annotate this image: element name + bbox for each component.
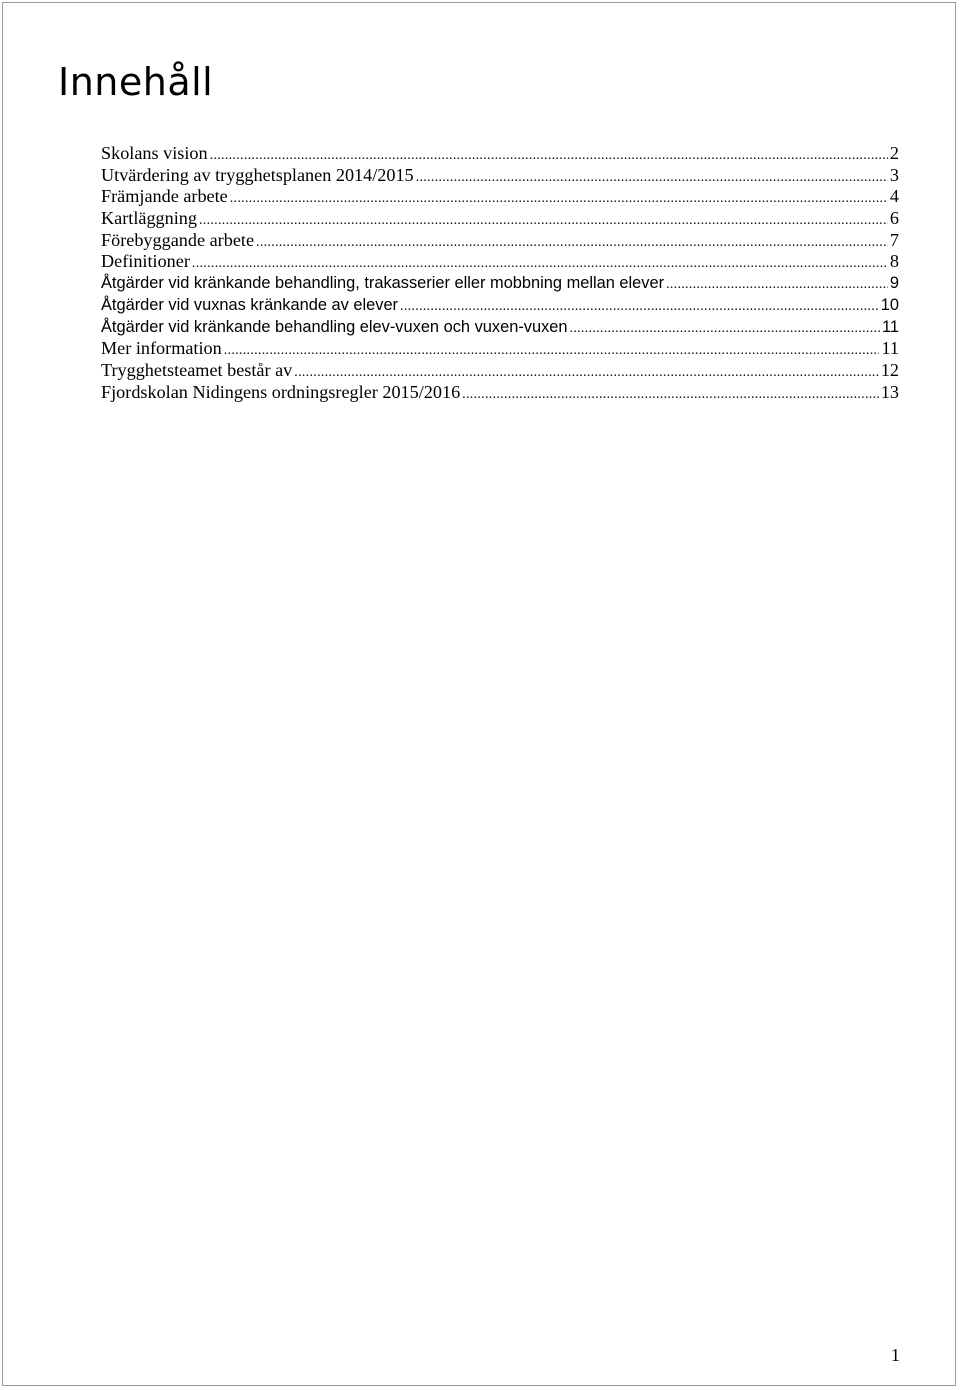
- toc-entry-title: Främjande arbete: [101, 186, 228, 207]
- toc-entry-page: 13: [880, 381, 899, 402]
- toc-dot-leader: [416, 165, 888, 189]
- toc-entry-title: Fjordskolan Nidingens ordningsregler 2015/2016: [101, 381, 461, 402]
- toc-dot-leader: [294, 360, 879, 384]
- toc-dot-leader: [230, 186, 888, 210]
- page-number: 1: [890, 1345, 900, 1365]
- toc-entry-title: Kartläggning: [101, 208, 197, 229]
- toc-entry-definitioner[interactable]: [101, 251, 899, 273]
- toc-dot-leader: [256, 230, 888, 254]
- toc-entry-page: 7: [889, 229, 899, 250]
- toc-entry-framjande-arbete[interactable]: [101, 186, 899, 208]
- toc-entry-atgarder-mellan-elever[interactable]: [101, 273, 899, 295]
- toc-entry-title: Mer information: [101, 338, 222, 359]
- toc-entry-page: 12: [880, 359, 899, 380]
- toc-dot-leader: [199, 208, 888, 232]
- toc-heading: Innehåll: [58, 60, 214, 104]
- table-of-contents: [101, 143, 899, 403]
- toc-dot-leader: [400, 295, 879, 318]
- toc-entry-page: 11: [881, 338, 899, 359]
- toc-dot-leader: [210, 143, 888, 167]
- toc-entry-page: 2: [889, 143, 899, 163]
- toc-entry-page: 9: [889, 274, 899, 293]
- toc-entry-title: Åtgärder vid vuxnas kränkande av elever: [101, 295, 399, 314]
- toc-entry-title: Definitioner: [101, 251, 190, 272]
- toc-dot-leader: [224, 338, 880, 362]
- toc-entry-title: Skolans vision: [101, 143, 208, 163]
- toc-entry-forebyggande-arbete[interactable]: [101, 230, 899, 252]
- toc-entry-page: 8: [889, 251, 899, 272]
- toc-entry-utvardering[interactable]: [101, 165, 899, 187]
- toc-entry-page: 10: [880, 295, 899, 314]
- toc-entry-kartlaggning[interactable]: [101, 208, 899, 230]
- toc-dot-leader: [462, 382, 879, 406]
- toc-entry-atgarder-elev-vuxen[interactable]: [101, 317, 899, 339]
- toc-entry-page: 6: [889, 208, 899, 229]
- toc-entry-title: Åtgärder vid kränkande behandling, trakasserier eller mobbning mellan elever: [101, 274, 665, 293]
- toc-entry-title: Förebyggande arbete: [101, 229, 255, 250]
- toc-entry-page: 3: [889, 164, 899, 185]
- toc-entry-title: Trygghetsteamet består av: [101, 359, 293, 380]
- toc-entry-title: Utvärdering av trygghetsplanen 2014/2015: [101, 164, 414, 185]
- toc-entry-title: Åtgärder vid kränkande behandling elev-vuxen och vuxen-vuxen: [101, 317, 568, 336]
- toc-entry-ordningsregler[interactable]: [101, 382, 899, 404]
- toc-dot-leader: [666, 273, 888, 296]
- toc-entry-skolans-vision[interactable]: [101, 143, 899, 165]
- toc-entry-page: 4: [889, 186, 899, 207]
- toc-dot-leader: [570, 317, 880, 340]
- toc-entry-trygghetsteamet[interactable]: [101, 360, 899, 382]
- toc-entry-atgarder-vuxnas[interactable]: [101, 295, 899, 317]
- toc-entry-page: 11: [881, 317, 899, 336]
- toc-entry-mer-information[interactable]: [101, 338, 899, 360]
- toc-dot-leader: [192, 251, 888, 275]
